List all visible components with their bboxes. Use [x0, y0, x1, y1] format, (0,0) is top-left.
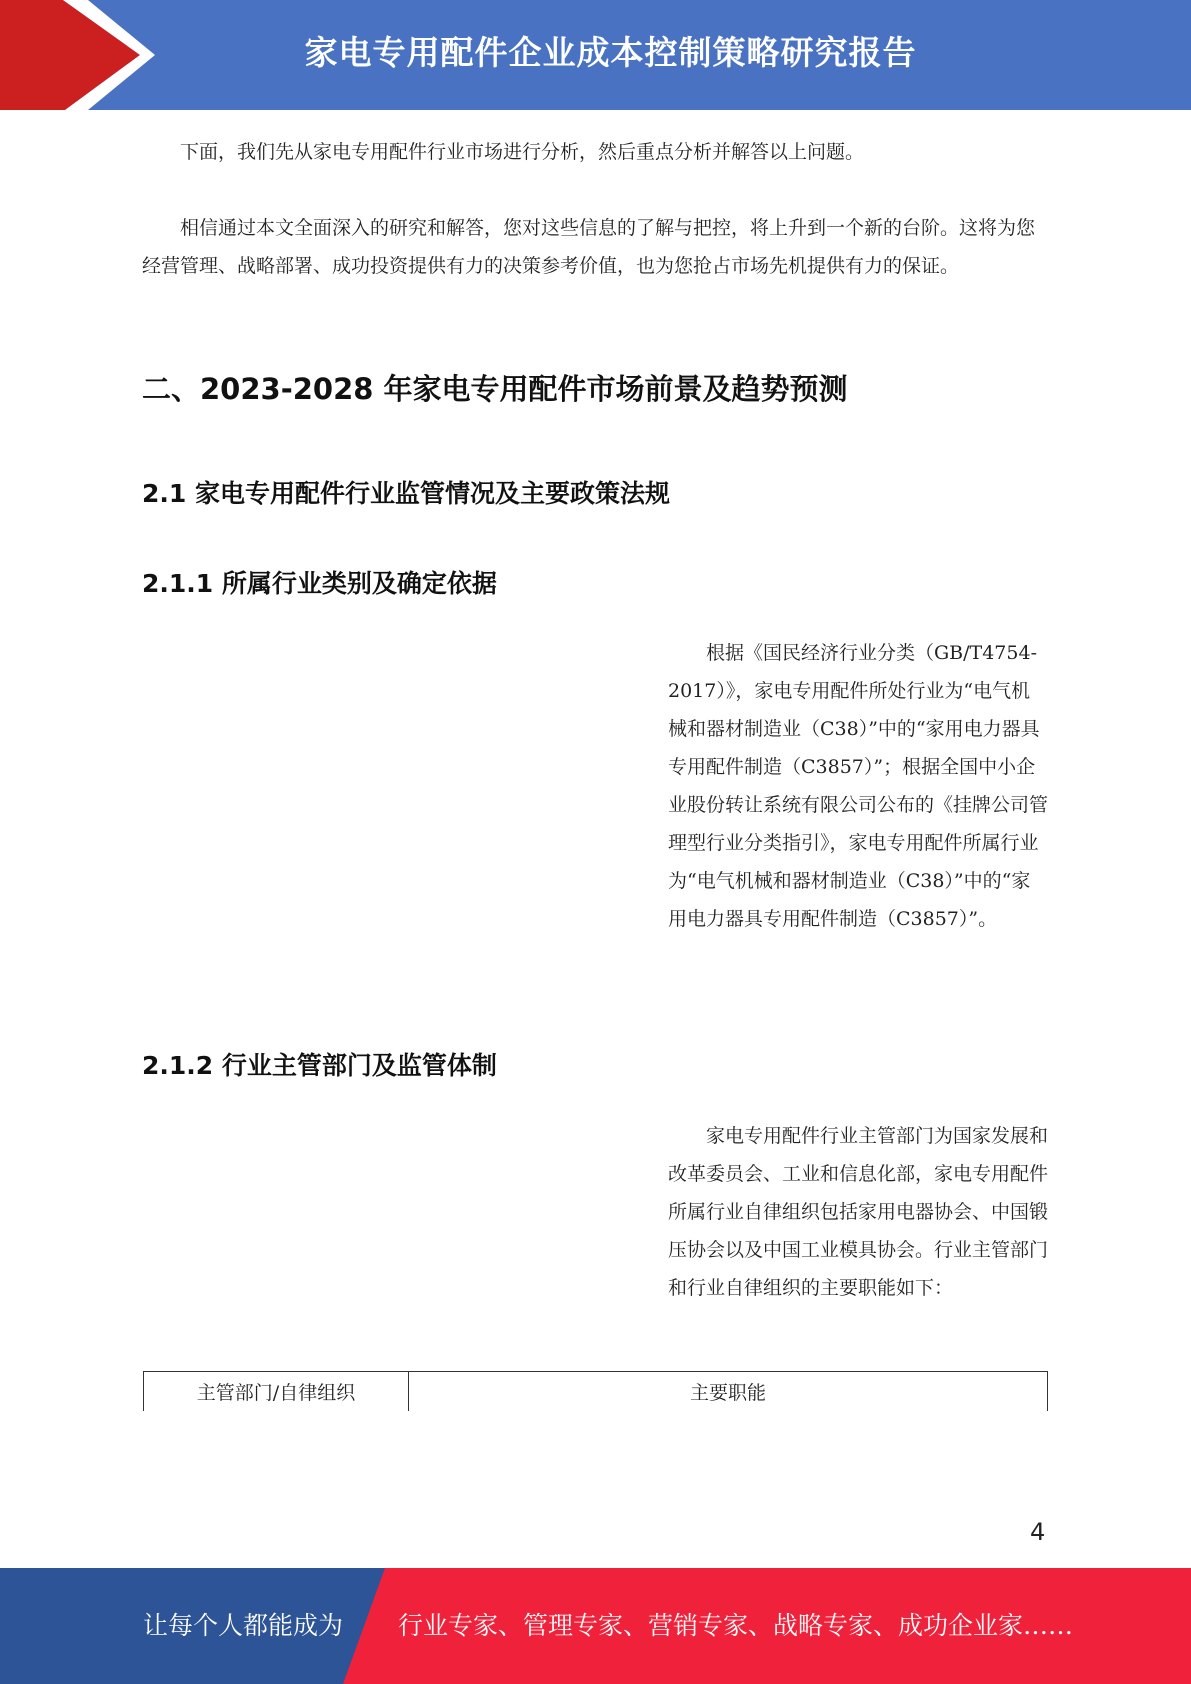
- subsection-heading-2-1: 2.1 家电专用配件行业监管情况及主要政策法规: [142, 479, 670, 508]
- subsection-heading-2-1-1: 2.1.1 所属行业类别及确定依据: [142, 569, 497, 598]
- section-heading: 二、2023-2028 年家电专用配件市场前景及趋势预测: [142, 372, 848, 406]
- page-number: 4: [1030, 1518, 1046, 1546]
- footer-slogan-left: 让每个人都能成为: [143, 1611, 344, 1640]
- table-header-authority: 主管部门/自律组织: [144, 1372, 409, 1412]
- intro-paragraph-1: 下面，我们先从家电专用配件行业市场进行分析，然后重点分析并解答以上问题。: [180, 141, 865, 163]
- intro-paragraph-2: 相信通过本文全面深入的研究和解答，您对这些信息的了解与把控，将上升到一个新的台阶。这将为您经营管理、战略部署、成功投资提供有力的决策参考价值，也为您抢占市场先机提供有力的保证。: [142, 217, 1036, 277]
- table-header-row: [144, 1372, 1048, 1412]
- regulatory-authority-text: 家电专用配件行业主管部门为国家发展和改革委员会、工业和信息化部，家电专用配件所属行业自律组织包括家用电器协会、中国锻压协会以及中国工业模具协会。行业主管部门和行业自律组织的主要职能如下：: [668, 1125, 1049, 1299]
- report-title: 家电专用配件企业成本控制策略研究报告: [304, 33, 917, 72]
- subsection-heading-2-1-2: 2.1.2 行业主管部门及监管体制: [142, 1051, 497, 1080]
- table-header-functions: 主要职能: [409, 1372, 1048, 1412]
- header-banner: [0, 0, 1191, 110]
- industry-classification-text: 根据《国民经济行业分类（GB/T4754-2017）》，家电专用配件所处行业为“电气机械和器材制造业（C38）”中的“家用电力器具专用配件制造（C3857）”；根据全国中小企业股份转让系统有限公司公布的《挂牌公司管理型行业分类指引》，家电专用配件所属行业为“电气机械和器材制造业（C38）”中的“家用电力器具专用配件制造（C3857）”。: [668, 642, 1049, 930]
- footer-banner: [0, 1568, 1191, 1684]
- functions-table: [143, 1371, 1048, 1411]
- footer-slogan-right: 行业专家、管理专家、营销专家、战略专家、成功企业家……: [398, 1611, 1074, 1640]
